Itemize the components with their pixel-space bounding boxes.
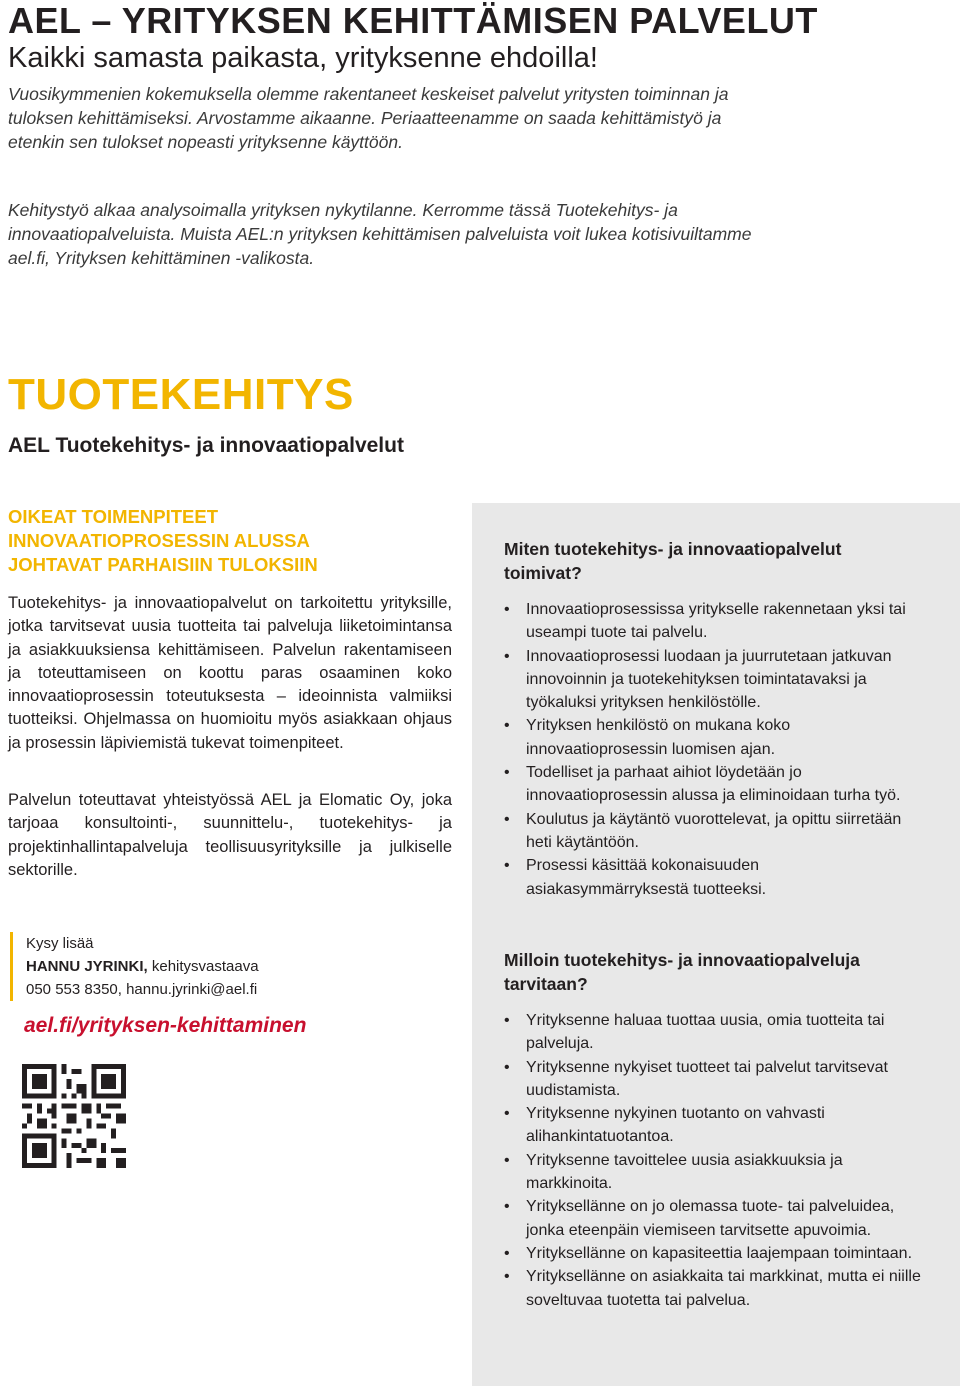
how-list	[504, 598, 924, 901]
list-item: • Yrityksen henkilöstö on mukana koko innovaatioprosessin luomisen ajan.	[504, 714, 924, 761]
list-item: • Yrityksellänne on asiakkaita tai markkinat, mutta ei niille soveltuvaa tuotetta tai palvelua.	[504, 1265, 924, 1312]
left-heading	[8, 505, 448, 577]
body-paragraph-2: Palvelun toteuttavat yhteistyössä AEL ja Elomatic Oy, joka tarjoaa konsultointi-, suunnittelu-, tuotekehitys- ja projektinhallintapalveluja teollisuusyrityksille ja julkiselle sektorille.	[8, 791, 452, 879]
list-item: • Yrityksellänne on jo olemassa tuote- tai palveluidea, jonka eteenpäin viemiseen tarvitsette apuvoimia.	[504, 1195, 924, 1242]
left-heading-line: OIKEAT TOIMENPITEET	[8, 506, 219, 527]
left-heading-line: JOHTAVAT PARHAISIIN TULOKSIIN	[8, 554, 318, 575]
when-list	[504, 1009, 924, 1312]
contact-label: Kysy lisää	[26, 935, 94, 952]
list-item: • Todelliset ja parhaat aihiot löydetään jo innovaatioprosessin alussa ja eliminoidaan turha työ.	[504, 761, 924, 808]
contact-phone-email[interactable]: 050 553 8350, hannu.jyrinki@ael.fi	[26, 981, 258, 998]
list-item: • Yrityksenne haluaa tuottaa uusia, omia tuotteita tai palveluja.	[504, 1009, 924, 1056]
page-subtitle: Kaikki samasta paikasta, yrityksenne ehdoilla!	[8, 42, 598, 74]
panel-heading-how: Miten tuotekehitys- ja innovaatiopalvelut toimivat?	[504, 539, 842, 583]
left-heading-line: INNOVAATIOPROSESSIN ALUSSA	[8, 530, 310, 551]
list-item: • Yrityksellänne on kapasiteettia laajempaan toimintaan.	[504, 1242, 924, 1265]
list-item: • Yrityksenne nykyinen tuotanto on vahvasti alihankintatuotantoa.	[504, 1102, 924, 1149]
body-paragraph-1: Tuotekehitys- ja innovaatiopalvelut on tarkoitettu yrityksille, jotka tarvitsevat uusia tuotteita tai palveluja liiketoimintansa ja asiakkuuksiensa kehittämiseen. Palvelun rakentamiseen ja toteuttamiseen on koottu paras osaaminen koko innovaatioprosessin toteutuksesta – ideoinnista valmiiksi tuotteiksi. Ohjelmassa on huomioitu myös asiakkaan ohjaus ja prosessin läpiviemistä tukevat toimenpiteet.	[8, 594, 452, 752]
qr-code-icon[interactable]	[22, 1064, 126, 1168]
section-subtitle: AEL Tuotekehitys- ja innovaatiopalvelut	[8, 434, 404, 457]
intro-paragraph-2: Kehitystyö alkaa analysoimalla yrityksen nykytilanne. Kerromme tässä Tuotekehitys- ja innovaatiopalveluista. Muista AEL:n yrityksen kehittämisen palveluista voit lukea kotisivuiltamme ael.fi, Yrityksen kehittäminen -valikosta.	[8, 200, 752, 268]
intro-paragraph-1: Vuosikymmenien kokemuksella olemme rakentaneet keskeiset palvelut yritysten toiminnan ja tuloksen kehittämiseksi. Arvostamme aikaanne. Periaatteenamme on saada kehittämistyö ja etenkin sen tulokset nopeasti yrityksenne käyttöön.	[8, 84, 729, 152]
list-item: • Koulutus ja käytäntö vuorottelevat, ja opittu siirretään heti käytäntöön.	[504, 808, 924, 855]
contact-person	[26, 955, 259, 978]
list-item: • Innovaatioprosessi luodaan ja juurrutetaan jatkuvan innovoinnin ja tuotekehityksen toimintatavaksi ja työkaluksi yrityksen henkilöstölle.	[504, 645, 924, 715]
list-item: • Innovaatioprosessissa yritykselle rakennetaan yksi tai useampi tuote tai palvelu.	[504, 598, 924, 645]
contact-block	[10, 932, 259, 1001]
page-title: AEL – YRITYKSEN KEHITTÄMISEN PALVELUT	[8, 0, 818, 41]
list-item: • Prosessi käsittää kokonaisuuden asiakasymmärryksestä tuotteeksi.	[504, 854, 924, 901]
panel-heading-when: Milloin tuotekehitys- ja innovaatiopalveluja tarvitaan?	[504, 950, 860, 994]
website-link[interactable]: ael.fi/yrityksen-kehittaminen	[24, 1014, 307, 1037]
contact-name: HANNU JYRINKI,	[26, 958, 148, 975]
contact-role: kehitysvastaava	[147, 958, 259, 975]
section-title: TUOTEKEHITYS	[8, 370, 354, 419]
list-item: • Yrityksenne tavoittelee uusia asiakkuuksia ja markkinoita.	[504, 1149, 924, 1196]
list-item: • Yrityksenne nykyiset tuotteet tai palvelut tarvitsevat uudistamista.	[504, 1056, 924, 1103]
